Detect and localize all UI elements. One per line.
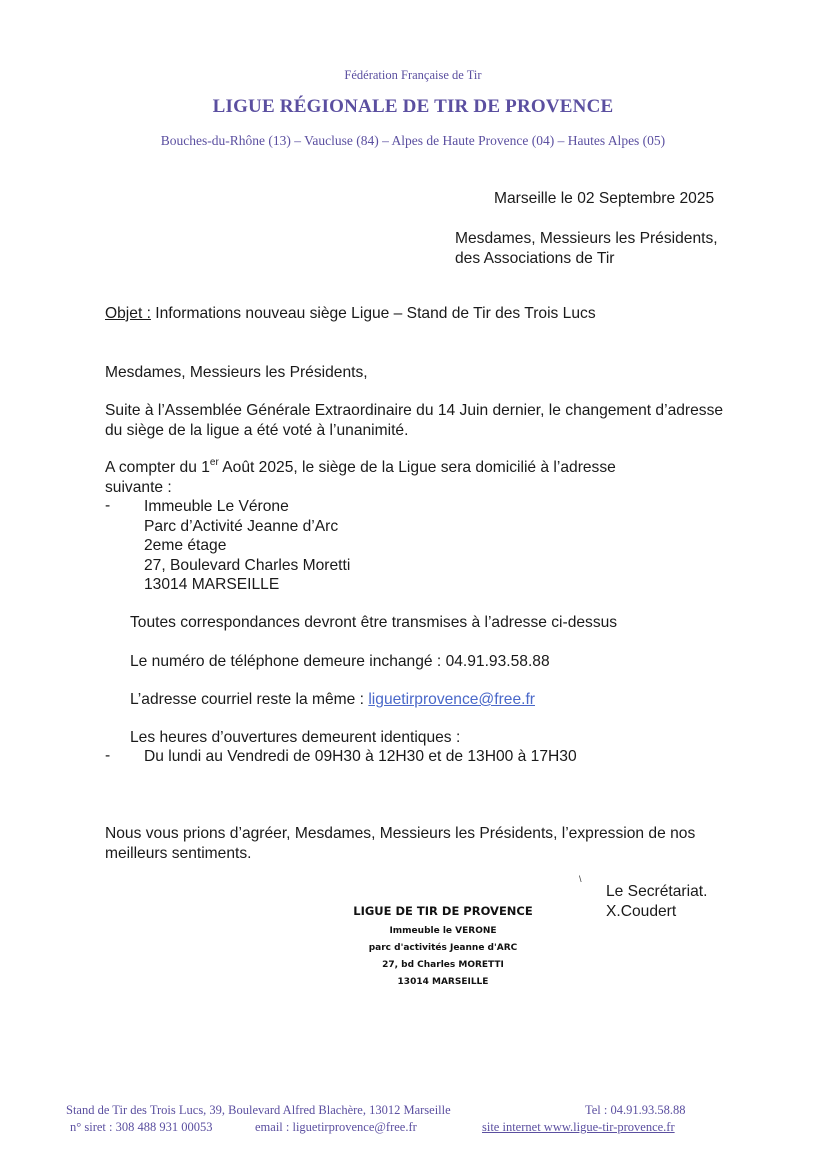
bullet-dash: - [105, 497, 111, 514]
paragraph-line: Suite à l’Assemblée Générale Extraordinaire du 14 Juin dernier, le changement d’adresse [105, 402, 724, 419]
paragraph-line: du siège de la ligue a été voté à l’unanimité. [105, 421, 409, 439]
subject-line [105, 304, 596, 324]
subject-label: Objet : [105, 305, 151, 322]
address-line: 2eme étage [144, 537, 227, 554]
footer-website-link[interactable]: site internet www.ligue-tir-provence.fr [482, 1120, 675, 1134]
signature-line: X.Coudert [606, 902, 677, 920]
bullet-dash: - [105, 747, 111, 764]
telephone-note: Le numéro de téléphone demeure inchangé : 04.91.93.58.88 [130, 653, 550, 670]
address-line: Immeuble Le Vérone [144, 498, 289, 515]
closing-line: Nous vous prions d’agréer, Mesdames, Messieurs les Présidents, l’expression de nos [105, 825, 696, 842]
subject-text: Informations nouveau siège Ligue – Stand de Tir des Trois Lucs [150, 305, 596, 322]
stamp-line: 27, bd Charles MORETTI [382, 960, 504, 970]
recipient-block [455, 229, 718, 268]
email-prefix: L’adresse courriel reste la même : [130, 691, 369, 708]
stamp-line: parc d'activités Jeanne d'ARC [368, 943, 518, 953]
address-line: Parc d’Activité Jeanne d’Arc [144, 517, 339, 535]
paragraph-new-address [105, 458, 616, 497]
email-note [130, 690, 535, 710]
paragraph-line [105, 458, 616, 478]
address-line: 27, Boulevard Charles Moretti [144, 556, 351, 574]
ordinal-suffix: er [209, 456, 219, 468]
paragraph-line: suivante : [105, 478, 172, 496]
recipient-line: Mesdames, Messieurs les Présidents, [455, 230, 718, 247]
correspondance-note: Toutes correspondances devront être transmises à l’adresse ci-dessus [130, 614, 618, 631]
letter-date: Marseille le 02 Septembre 2025 [494, 190, 715, 207]
footer-address: Stand de Tir des Trois Lucs, 39, Boulevard Alfred Blachère, 13012 Marseille [66, 1103, 451, 1117]
stamp-line: Immeuble le VERONE [389, 926, 497, 936]
recipient-line: des Associations de Tir [455, 249, 615, 267]
hours-intro: Les heures d’ouvertures demeurent identiques : [130, 729, 461, 746]
paragraph-text: A compter du 1 [105, 459, 210, 476]
paragraph-text: Août 2025, le siège de la Ligue sera domicilié à l’adresse [218, 459, 616, 476]
address-line: 13014 MARSEILLE [144, 576, 280, 593]
closing-line: meilleurs sentiments. [105, 844, 252, 862]
email-link[interactable]: liguetirprovence@free.fr [368, 691, 535, 708]
footer-email: email : liguetirprovence@free.fr [255, 1120, 417, 1134]
greeting: Mesdames, Messieurs les Présidents, [105, 364, 368, 381]
signature-block [606, 882, 707, 921]
departements-line: Bouches-du-Rhône (13) – Vaucluse (84) – Alpes de Haute Provence (04) – Hautes Alpes (05) [160, 133, 666, 148]
stamp-title: LIGUE DE TIR DE PROVENCE [353, 904, 533, 918]
signature-line: Le Secrétariat. [606, 883, 708, 900]
footer-tel: Tel : 04.91.93.58.88 [585, 1103, 686, 1117]
federation-name: Fédération Française de Tir [344, 68, 482, 82]
pen-mark: \ [579, 874, 582, 884]
closing-formula [105, 824, 695, 863]
ligue-stamp [330, 904, 556, 991]
new-address-block [144, 497, 350, 595]
stamp-line: 13014 MARSEILLE [397, 977, 489, 987]
paragraph-assembly [105, 401, 723, 440]
opening-hours: Du lundi au Vendredi de 09H30 à 12H30 et de 13H00 à 17H30 [144, 748, 577, 765]
ligue-title: LIGUE RÉGIONALE DE TIR DE PROVENCE [212, 96, 614, 117]
footer-siret: n° siret : 308 488 931 00053 [70, 1120, 213, 1134]
